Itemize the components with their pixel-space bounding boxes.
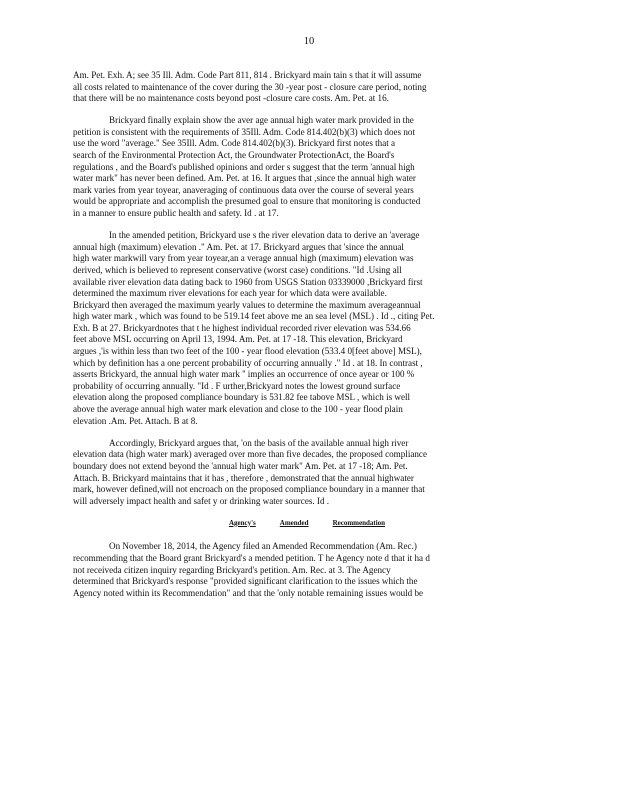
text-line: water mark" has never been defined. Am. Pet. at 16. It argues that ,since the annual high water [73, 173, 416, 184]
text-line: petition is consistent with the requirements of 35Ill. Adm. Code 814.402(b)(3) which does not [73, 126, 415, 137]
text-line: elevation along the proposed compliance boundary is 531.82 fee tabove MSL , which is well [73, 392, 411, 403]
text-line: mark, however defined,will not encroach on the proposed compliance boundary in a manner that [73, 484, 425, 495]
body-text [73, 70, 541, 610]
text-line: Exh. B at 27. Brickyardnotes that t he highest individual recorded river elevation was 534.66 [73, 322, 411, 333]
text-line: determined the maximum river elevations for each year for which data were available. [73, 288, 387, 299]
heading-part-amended: Amended [279, 518, 309, 527]
text-line: Attach. B. Brickyard maintains that it has , therefore , demonstrated that the annual highwater [73, 472, 414, 483]
page-number: 10 [303, 36, 315, 47]
text-line: probability of occurring annually. "Id . F urther,Brickyard notes the lowest ground surface [73, 380, 401, 391]
text-line: which by definition has a one percent probability of occurring annually ." Id . at 18. In contrast , [73, 357, 423, 368]
text-line: high water markwill vary from year toyear,an a verage annual high (maximum) elevation was [73, 253, 414, 264]
text-line: Brickyard then averaged the maximum yearly values to determine the maximum averageannual [73, 299, 421, 310]
text-line: recommending that the Board grant Brickyard's a mended petition. T he Agency note d that it ha d [73, 552, 430, 563]
text-line: feet above MSL occurring on April 13, 1994. Am. Pet. at 17 -18. This elevation, Brickyard [73, 334, 403, 345]
text-line: search of the Environmental Protection Act, the Groundwater ProtectionAct, the Board's [73, 150, 395, 161]
heading-part-agency: Agency's [228, 518, 256, 527]
text-line: regulations , and the Board's published opinions and order s suggest that the term 'annual high [73, 161, 415, 172]
section-heading [73, 518, 541, 530]
paragraph-2 [73, 115, 541, 219]
text-line: Am. Pet. Exh. A; see 35 Ill. Adm. Code Part 811, 814 . Brickyard main tain s that it will assume [73, 70, 422, 80]
text-line: annual high (maximum) elevation ." Am. Pet. at 17. Brickyard argues that 'since the annual [73, 241, 404, 252]
text-line: available river elevation data dating back to 1960 from USGS Station 03339000 ,Brickyard first [73, 276, 423, 287]
heading-part-recommendation: Recommendation [332, 518, 386, 527]
text-line: would be appropriate and accomplish the presumed goal to ensure that monitoring is conducted [73, 196, 421, 207]
paragraph-5 [73, 541, 541, 599]
text-line: will adversely impact health and safet y or drinking water sources. Id . [73, 495, 330, 506]
text-line: argues ,'is within less than two feet of the 100 - year flood elevation (533.4 0[feet above] MSL), [73, 346, 422, 357]
text-line: elevation .Am. Pet. Attach. B at 8. [73, 415, 198, 426]
text-line: elevation data (high water mark) averaged over more than five decades, the proposed compliance [73, 449, 427, 460]
text-line: use the word "average." See 35Ill. Adm. Code 814.402(b)(3). Brickyard first notes that a [73, 138, 396, 149]
text-line: not receiveda citizen inquiry regarding Brickyard's petition. Am. Rec. at 3. The Agency [73, 564, 391, 575]
text-line: Brickyard finally explain show the aver age annual high water mark provided in the [109, 115, 414, 126]
paragraph-3 [73, 230, 541, 427]
text-line: In the amended petition, Brickyard use s the river elevation data to derive an 'average [109, 230, 420, 241]
paragraph-1 [73, 70, 541, 105]
text-line: Accordingly, Brickyard argues that, 'on the basis of the available annual high river [109, 437, 409, 448]
text-line: in a manner to ensure public health and safety. Id . at 17. [73, 208, 279, 219]
text-line: all costs related to maintenance of the cover during the 30 -year post - closure care period, noting [73, 81, 427, 92]
text-line: that there will be no maintenance costs beyond post -closure care costs. Am. Pet. at 16. [73, 93, 389, 104]
text-line: Agency noted within its Recommendation" and that the 'only notable remaining issues would be [73, 587, 424, 598]
text-line: boundary does not extend beyond the 'annual high water mark" Am. Pet. at 17 -18; Am. Pet. [73, 460, 408, 471]
text-line: determined that Brickyard's response "provided significant clarification to the issues which the [73, 576, 418, 587]
text-line: asserts Brickyard, the annual high water mark '' implies an occurrence of once ayear or 100 % [73, 369, 415, 380]
text-line: mark varies from year toyear, anaveraging of continuous data over the course of several years [73, 184, 414, 195]
text-line: derived, which is believed to represent conservative (worst case) conditions. "Id .Using all [73, 264, 402, 275]
text-line: above the average annual high water mark elevation and close to the 100 - year flood plain [73, 404, 403, 415]
paragraph-4 [73, 438, 541, 508]
text-line: On November 18, 2014, the Agency filed an Amended Recommendation (Am. Rec.) [109, 541, 417, 552]
text-line: high water mark , which was found to be 519.14 feet above me an sea level (MSL) . Id ., citing Pet. [73, 311, 435, 322]
